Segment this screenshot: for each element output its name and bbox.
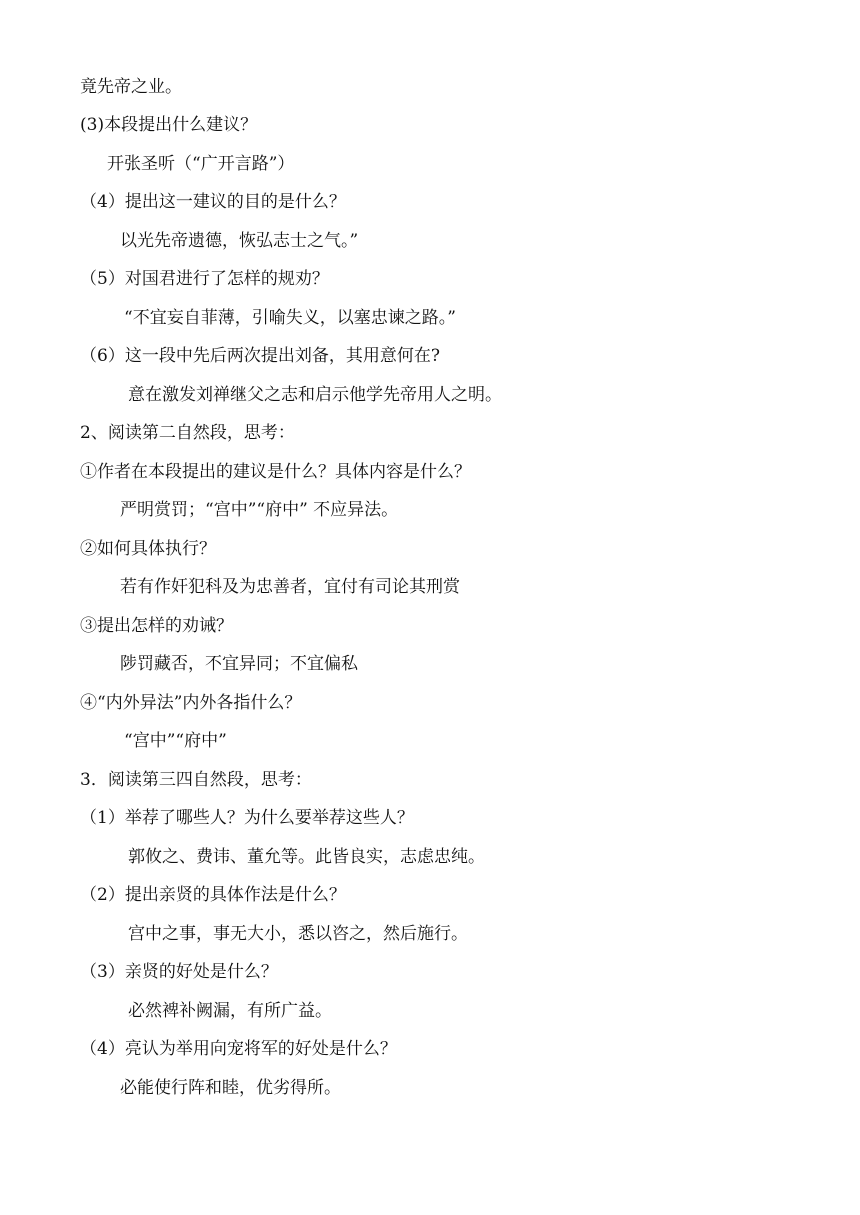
answer-line: “宫中”“府中” xyxy=(124,731,227,751)
question-heading: （3）亲贤的好处是什么？ xyxy=(80,962,278,982)
question-heading: （4）亮认为举用向宠将军的好处是什么？ xyxy=(80,1039,397,1059)
answer-line: “不宜妄自菲薄，引喻失义，以塞忠谏之路。” xyxy=(124,308,456,328)
question-heading: （6）这一段中先后两次提出刘备，其用意何在? xyxy=(80,346,440,366)
question-heading: (3)本段提出什么建议？ xyxy=(80,115,258,135)
section-heading: 2、阅读第二自然段，思考： xyxy=(80,423,295,443)
question-heading: ④“内外异法”内外各指什么？ xyxy=(80,693,302,713)
answer-line: 若有作奸犯科及为忠善者，宜付有司论其刑赏 xyxy=(120,577,460,597)
text-line: 竟先帝之业。 xyxy=(80,77,182,97)
question-heading: （5）对国君进行了怎样的规劝？ xyxy=(80,269,329,289)
answer-line: 陟罚藏否，不宜异同；不宜偏私 xyxy=(120,654,358,674)
question-heading: （4）提出这一建议的目的是什么？ xyxy=(80,192,346,212)
question-heading: ①作者在本段提出的建议是什么？具体内容是什么？ xyxy=(80,462,471,482)
question-heading: （1）举荐了哪些人？为什么要举荐这些人？ xyxy=(80,808,414,828)
section-heading: 3．阅读第三四自然段，思考： xyxy=(80,770,312,790)
answer-line: 意在激发刘禅继父之志和启示他学先帝用人之明。 xyxy=(128,385,502,405)
answer-line: 必然裨补阙漏，有所广益。 xyxy=(128,1001,332,1021)
answer-line: 宫中之事，事无大小，悉以咨之，然后施行。 xyxy=(128,924,468,944)
question-heading: ②如何具体执行？ xyxy=(80,539,216,559)
answer-line: 以光先帝遗德，恢弘志士之气。” xyxy=(120,231,359,251)
question-heading: （2）提出亲贤的具体作法是什么？ xyxy=(80,885,346,905)
answer-line: 开张圣听（“广开言路”） xyxy=(107,154,295,174)
question-heading: ③提出怎样的劝诫？ xyxy=(80,616,233,636)
answer-line: 必能使行阵和睦，优劣得所。 xyxy=(120,1078,341,1098)
answer-line: 严明赏罚；“宫中”“府中” 不应异法。 xyxy=(120,500,399,520)
answer-line: 郭攸之、费讳、董允等。此皆良实，志虑忠纯。 xyxy=(128,847,485,867)
